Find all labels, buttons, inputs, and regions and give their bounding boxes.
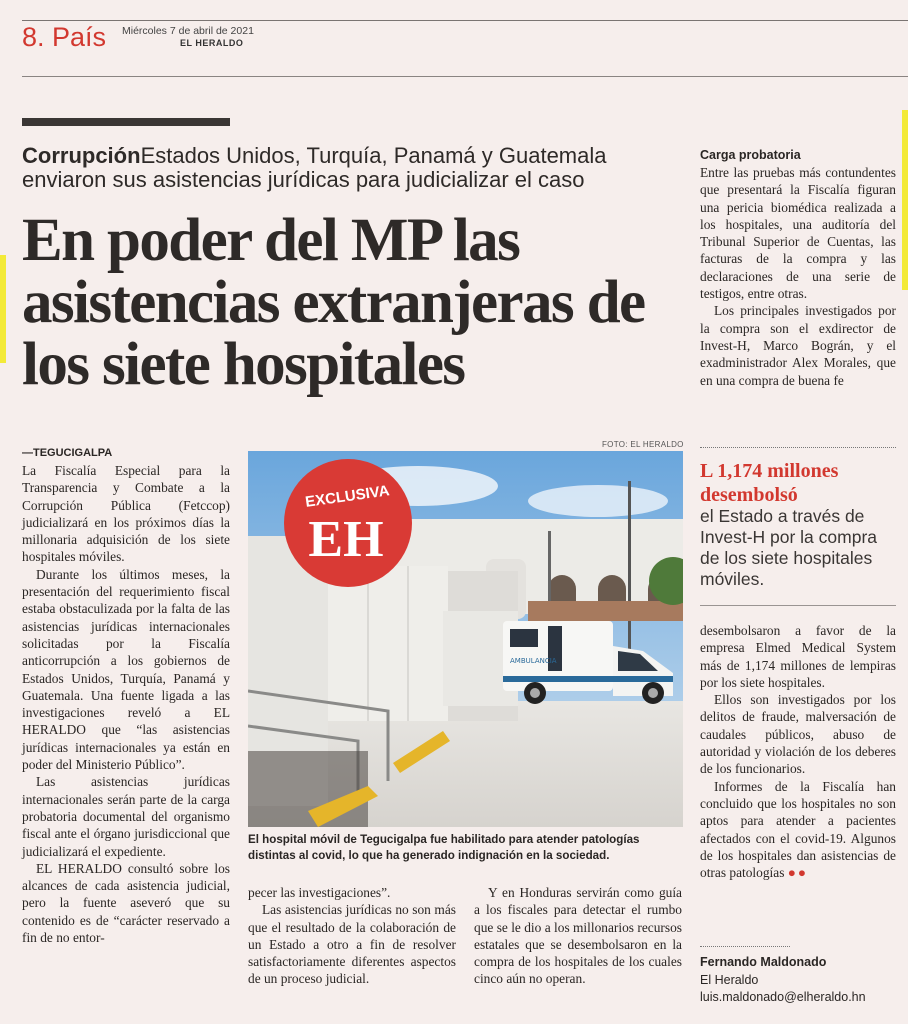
paragraph: Ellos son investigados por los delitos de fraude, malversación de caudales públicos, abuso de autoridad y violación de los deberes de los funcionarios. [700, 692, 896, 777]
ambulance-label: AMBULANCIA [510, 657, 557, 665]
paragraph: La Fiscalía Especial para la Transparencia y Combate a la Corrupción Pública (Fetccop) judicializará en los próximos días la millonaria adquisición de los siete hospitales móviles. [22, 463, 230, 565]
paragraph: Entre las pruebas más contundentes que presentará la Fiscalía figuran una pericia biomédica realizada a los hospitales, una auditoría del Tribunal Superior de Cuentas, las facturas de la compra y las declaraciones de una serie de testigos, entre otras. [700, 165, 896, 302]
photo-caption: El hospital móvil de Tegucigalpa fue habilitado para atender patologías distintas al covid, lo que ha generado indignación en la sociedad. [248, 833, 640, 862]
paragraph: Y en Honduras servirán como guía a los fiscales para detectar el rumbo que se le dio a los millonarios recursos estatales que se desembolsaron en la compra de los hospitales de los cuales cinco aún no operan. [474, 885, 682, 987]
highlighter-mark-left [0, 255, 6, 363]
paragraph: Las asistencias jurídicas internacionales serán parte de la carga probatoria documental del organismo fiscal ante el órgano jurisdiccional que judicializará el expediente. [22, 774, 230, 859]
hospital-photo-illustration [248, 451, 683, 827]
article-kicker [22, 144, 682, 192]
badge-top-text: EXCLUSIVA [304, 482, 391, 511]
dateline-text: TEGUCIGALPA [33, 447, 113, 459]
highlight-number: L 1,174 millones desembolsó [700, 460, 839, 506]
right-column-text-2 [700, 622, 896, 881]
byline-separator [700, 946, 790, 947]
paragraph: Los principales investigados por la compra son el exdirector de Invest-H, Marco Bográn, y el exadministrador Alex Morales, que en una compra de buena fe [700, 303, 896, 388]
photo-credit: FOTO: EL HERALDO [602, 440, 684, 449]
header-rule [22, 76, 908, 77]
right-column-text [700, 164, 896, 389]
article-column-3 [474, 884, 682, 988]
paragraph: Durante los últimos meses, la presentación del requerimiento fiscal estaba obstaculizada por la falta de las asistencias jurídicas internacionales solicitadas por la Fiscalía anticorrupción a los gobiernos de Estados Unidos, Turquía, Panamá y Guatemala. Una fuente ligada a las investigaciones reveló a EL HERALDO que “las asistencias jurídicas internacionales ya están en poder del Ministerio Público”. [22, 566, 230, 773]
paragraph: pecer las investigaciones”. [248, 885, 391, 900]
byline [700, 954, 866, 1007]
dateline: —TEGUCIGALPA [22, 447, 113, 459]
paragraph: Las asistencias jurídicas no son más que el resultado de la colaboración de un Estado a otro a fin de resolver satisfactoriamente diferentes aspectos de un proceso judicial. [248, 902, 456, 987]
dotted-separator [700, 447, 896, 448]
article-column-2 [248, 884, 456, 988]
byline-email[interactable]: luis.maldonado@elheraldo.hn [700, 990, 866, 1004]
paragraph: EL HERALDO consultó sobre los alcances de cada asistencia judicial, pero la fuente aseveró que su contenido es de “carácter reservado a fin de no entor- [22, 860, 230, 946]
byline-outlet: El Heraldo [700, 972, 759, 987]
article-headline: En poder del MP las asistencias extranjeras de los siete hospitales [22, 207, 645, 398]
paragraph: desembolsaron a favor de la empresa Elmed Medical System más de 1,174 millones de lempiras por los siete hospitales. [700, 623, 896, 690]
badge-logo-text: EH [308, 511, 384, 568]
end-mark: ●● [787, 865, 808, 881]
kicker-bar [22, 118, 230, 126]
paragraph-text: Informes de la Fiscalía han concluido que los hospitales no son aptos para atender a pacientes afectados con el covid-19. Algunos de los hospitales dan asistencias de otras patologías [700, 778, 896, 881]
article-column-1 [22, 462, 230, 946]
highlighter-mark-right [902, 110, 908, 290]
kicker-label: Corrupción [22, 143, 141, 168]
article-photo [248, 451, 683, 827]
right-subhead: Carga probatoria [700, 148, 801, 162]
issue-date: Miércoles 7 de abril de 2021 [122, 25, 254, 37]
top-rule [22, 20, 908, 21]
section-label: 8. País [22, 22, 107, 52]
newspaper-name: EL HERALDO [180, 38, 244, 48]
highlight-text: el Estado a través de Invest-H por la compra de los siete hospitales móviles. [700, 506, 878, 589]
paragraph [700, 778, 896, 882]
highlight-rule [700, 605, 896, 606]
byline-name: Fernando Maldonado [700, 955, 827, 969]
kicker-text: Estados Unidos, Turquía, Panamá y Guatemala enviaron sus asistencias jurídicas para judicializar el caso [22, 143, 607, 192]
